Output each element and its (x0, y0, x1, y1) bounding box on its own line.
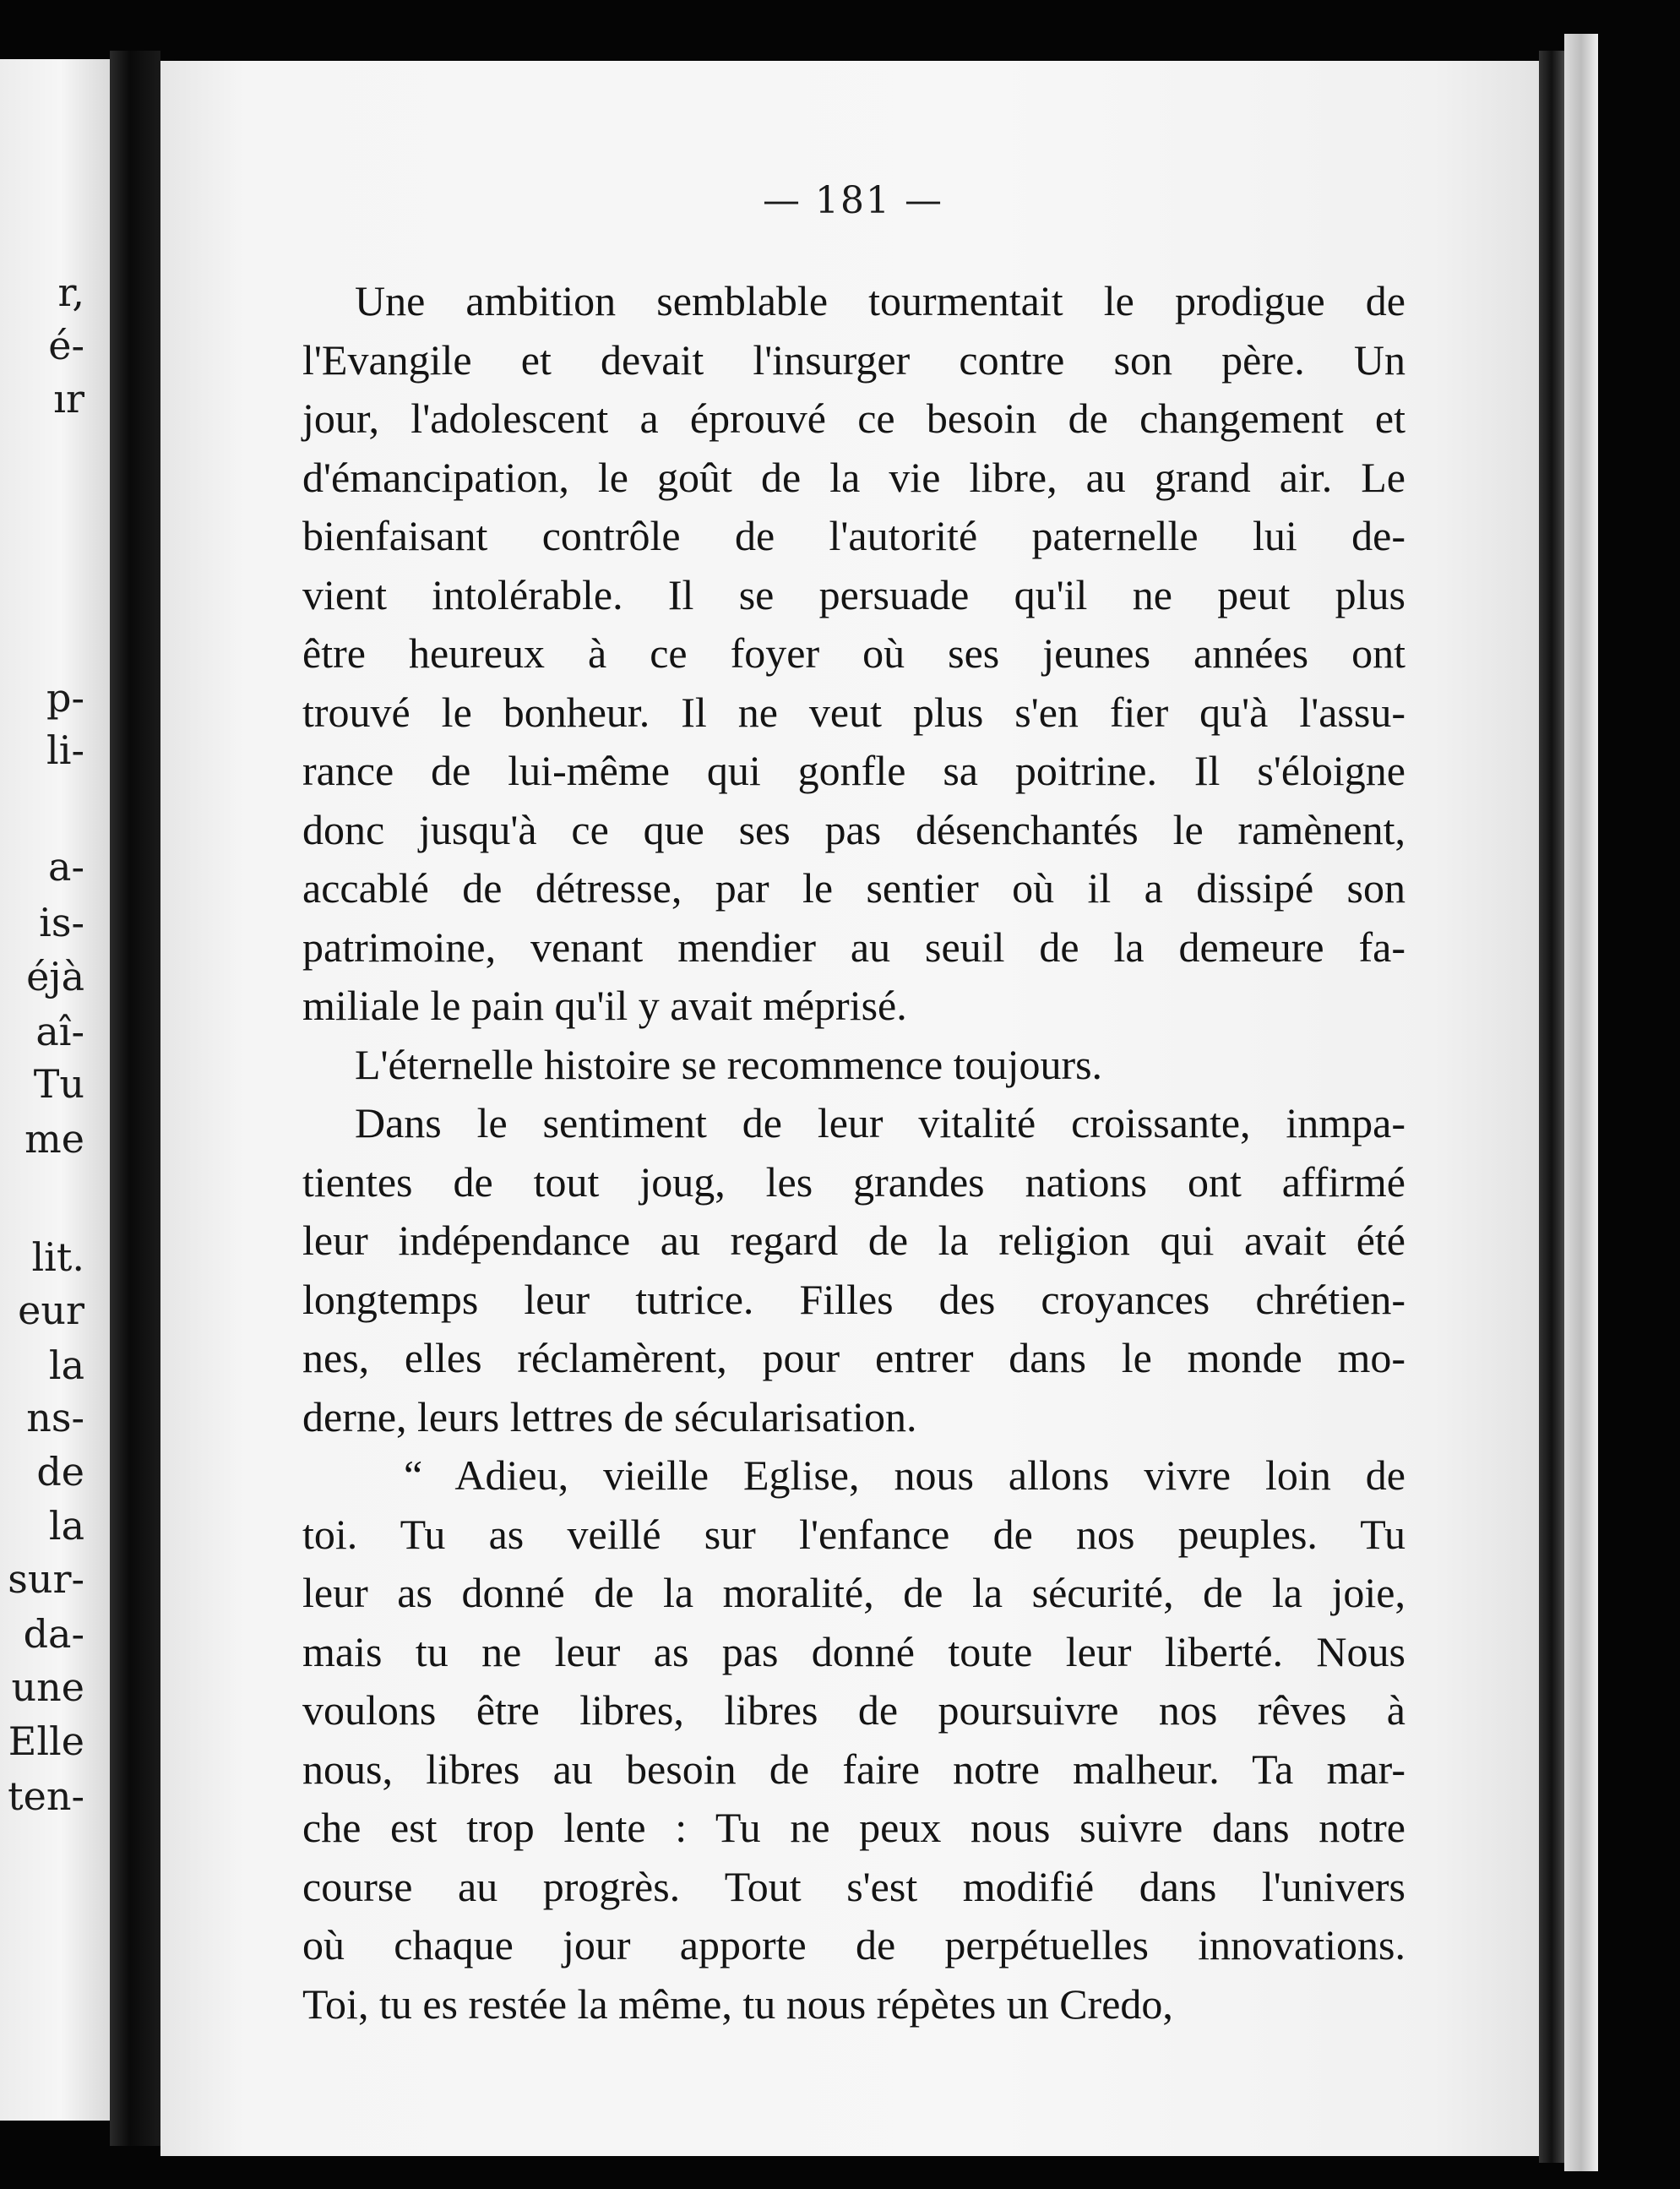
paragraph (302, 1036, 1405, 1095)
left-page-text-fragment: Elle (8, 1718, 84, 1764)
text-line: nes, elles réclamèrent, pour entrer dans le monde mo- (302, 1334, 1405, 1381)
text-line: patrimoine, venant mendier au seuil de la demeure fa- (302, 923, 1405, 971)
text-line: tientes de tout joug, les grandes nations ont affirmé (302, 1157, 1405, 1206)
text-line: Toi, tu es restée la même, tu nous répètes un Credo, (302, 1979, 1173, 2028)
text-line: rance de lui-même qui gonfle sa poitrine. Il s'éloigne (302, 747, 1405, 794)
left-page-text-fragment: ns- (26, 1395, 84, 1440)
left-page-text-fragment: de (36, 1449, 84, 1495)
text-line: longtemps leur tutrice. Filles des croyances chrétien- (302, 1275, 1405, 1323)
left-page-fragment (0, 59, 110, 2121)
page-edge-shadow (1539, 51, 1564, 2163)
left-page-text-fragment: Tu (33, 1061, 84, 1107)
left-page-text-fragment: a- (48, 844, 84, 890)
page-body (302, 272, 1405, 2034)
left-page-text-fragment: aî- (35, 1009, 84, 1054)
left-page-text-fragment: éjà (26, 954, 84, 999)
text-line: course au progrès. Tout s'est modifié dans l'univers (302, 1862, 1405, 1910)
text-line: toi. Tu as veillé sur l'enfance de nos peuples. Tu (302, 1510, 1405, 1558)
left-page-text-fragment: é- (48, 323, 84, 368)
text-line: bienfaisant contrôle de l'autorité paternelle lui de- (302, 512, 1405, 559)
left-page-text-fragment: ır (53, 376, 84, 422)
paragraph (302, 272, 1405, 1036)
page-number: — 181 — (763, 179, 943, 222)
left-page-text-fragment: eur (18, 1288, 84, 1333)
text-line: mais tu ne leur as pas donné toute leur liberté. Nous (302, 1627, 1405, 1675)
text-line: che est trop lente : Tu ne peux nous suivre dans notre (302, 1804, 1405, 1851)
text-line: L'éternelle histoire se recommence toujours. (355, 1040, 1103, 1088)
text-line: nous, libres au besoin de faire notre malheur. Ta mar- (302, 1745, 1405, 1793)
text-line: jour, l'adolescent a éprouvé ce besoin de changement et (302, 395, 1405, 442)
left-page-text-fragment: lit. (31, 1234, 84, 1280)
text-line: vient intolérable. Il se persuade qu'il ne peut plus (302, 570, 1405, 618)
left-page-text-fragment: ten- (8, 1773, 84, 1819)
left-page-text-fragment: sur- (8, 1556, 84, 1602)
text-line: donc jusqu'à ce que ses pas désenchantés le ramènent, (302, 805, 1405, 853)
book-gutter (110, 51, 160, 2146)
text-line: accablé de détresse, par le sentier où il a dissipé son (302, 864, 1405, 912)
left-page-text-fragment: la (48, 1503, 84, 1549)
left-page-text-fragment: une (11, 1664, 84, 1710)
text-line: Dans le sentiment de leur vitalité croissante, inmpa- (355, 1099, 1405, 1146)
left-page-text-fragment: da- (23, 1611, 84, 1657)
paragraph (302, 1446, 1405, 2034)
left-page-text-fragment: p- (46, 675, 84, 721)
text-line: l'Evangile et devait l'insurger contre son père. Un (302, 335, 1405, 384)
left-page-text-fragment: is- (39, 900, 84, 945)
page-stack-edge (1564, 34, 1598, 2171)
paragraph (302, 1094, 1405, 1446)
left-page-text-fragment: la (48, 1342, 84, 1388)
scan-background (1598, 0, 1680, 2189)
left-page-text-fragment: li- (46, 727, 84, 773)
text-line: où chaque jour apporte de perpétuelles innovations. (302, 1921, 1405, 1968)
text-line: miliale le pain qu'il y avait méprisé. (302, 982, 907, 1029)
text-line: leur indépendance au regard de la religion qui avait été (302, 1217, 1405, 1264)
text-line: être heureux à ce foyer où ses jeunes années ont (302, 629, 1405, 677)
text-line: derne, leurs lettres de sécularisation. (302, 1392, 917, 1440)
left-page-text-fragment: r, (57, 270, 84, 315)
text-line: leur as donné de la moralité, de la sécurité, de la joie, (302, 1569, 1405, 1616)
text-line: d'émancipation, le goût de la vie libre, au grand air. Le (302, 453, 1405, 501)
text-line: trouvé le bonheur. Il ne veut plus s'en fier qu'à l'assu- (302, 688, 1405, 736)
left-page-text-fragment: me (24, 1116, 84, 1162)
text-line: voulons être libres, libres de poursuivre nos rêves à (302, 1686, 1405, 1734)
text-line: Une ambition semblable tourmentait le prodigue de (355, 277, 1405, 324)
text-line: “ Adieu, vieille Eglise, nous allons vivre loin de (404, 1451, 1405, 1499)
